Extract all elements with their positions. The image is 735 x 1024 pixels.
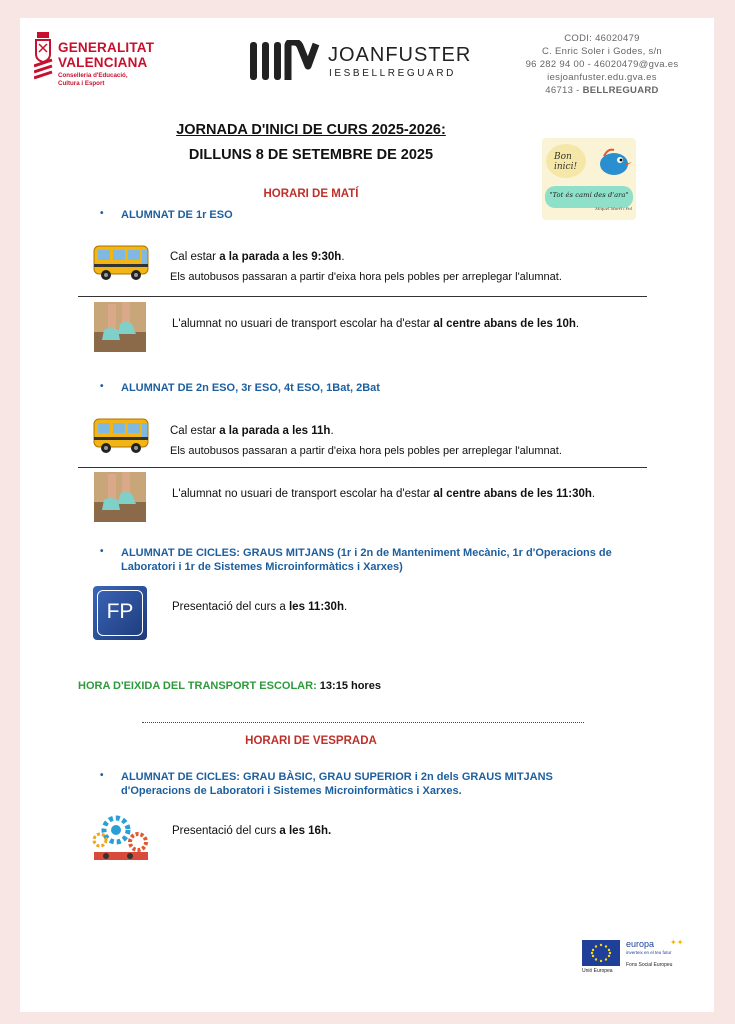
afternoon-label-line1: ALUMNAT DE CICLES: GRAU BÀSIC, GRAU SUPERIOR i 2n dels GRAUS MITJANS — [121, 771, 553, 783]
bullet-icon: • — [100, 208, 104, 219]
title-line2: DILLUNS 8 DE SETEMBRE DE 2025 — [188, 147, 434, 163]
fp-icon — [93, 586, 147, 640]
group3-label-line1: ALUMNAT DE CICLES: GRAUS MITJANS (1r i 2n de Manteniment Mecànic, 1r d'Operacions de — [121, 547, 612, 559]
eu-footer-logo — [582, 938, 692, 978]
generalitat-emblem-icon — [34, 32, 56, 82]
text-bold: al centre abans de les 10h — [433, 318, 576, 330]
text-part: Presentació del curs — [172, 825, 280, 837]
contact-city: BELLREGUARD — [582, 85, 659, 96]
gears-icon — [90, 810, 152, 864]
generalitat-logo — [34, 32, 164, 92]
jf-sub: IESBELLREGUARD — [329, 68, 456, 79]
joanfuster-logo — [248, 40, 472, 84]
morning-heading: HORARI DE MATÍ — [263, 188, 359, 200]
group3-label — [121, 546, 701, 574]
text-part: L'alumnat no usuari de transport escolar ha d'estar — [172, 318, 434, 330]
transport-label: HORA D'EIXIDA DEL TRANSPORT ESCOLAR — [78, 680, 314, 692]
text-part: . — [343, 601, 348, 613]
contact-web: iesjoanfuster.edu.gva.es — [547, 72, 657, 83]
contact-block — [508, 32, 696, 97]
group2-walk-line — [172, 488, 595, 500]
bon-inici-badge — [542, 138, 636, 220]
text-bold: a la parada a les 9:30h — [219, 251, 342, 263]
eu-slogan: inverteix en el teu futur — [626, 950, 672, 955]
bird-icon — [596, 148, 632, 178]
title-line1: JORNADA D'INICI DE CURS 2025-2026: — [176, 122, 446, 138]
running-shoes-icon — [94, 472, 146, 522]
gv-line2: VALENCIANA — [58, 55, 148, 70]
transport-colon: : — [313, 680, 320, 692]
contact-phone-email: 96 282 94 00 - 46020479@gva.es — [525, 59, 679, 70]
bullet-icon: • — [100, 770, 104, 781]
contact-code: CODI: 46020479 — [564, 33, 640, 44]
group1-bus-line2: Els autobusos passaran a partir d'eixa hora pels pobles per arreplegar l'alumnat. — [170, 271, 562, 283]
transport-value: 13:15 hores — [319, 680, 381, 692]
fp-icon-text: FP — [106, 600, 134, 623]
bus-icon — [92, 242, 150, 282]
afternoon-presentation — [172, 825, 331, 837]
text-bold: a les 16h. — [279, 825, 332, 837]
group2-bus-line2: Els autobusos passaran a partir d'eixa hora pels pobles per arreplegar l'alumnat. — [170, 445, 562, 457]
section-separator — [142, 722, 584, 723]
eu-europa: europa — [626, 939, 655, 949]
group3-presentation — [172, 601, 347, 613]
contact-city-line — [508, 84, 696, 97]
running-shoes-icon — [94, 302, 146, 352]
text-part: Cal estar — [170, 425, 220, 437]
afternoon-heading: HORARI DE VESPRADA — [245, 735, 377, 747]
gv-sub1: Conselleria d'Educació, — [58, 72, 128, 79]
text-part: . — [591, 488, 596, 500]
text-part: . — [330, 425, 334, 437]
text-part: Cal estar — [170, 251, 220, 263]
divider — [78, 296, 647, 297]
jf-name: JOANFUSTER — [328, 44, 472, 66]
bullet-icon: • — [100, 546, 104, 557]
text-bold: al centre abans de les 11:30h — [433, 488, 592, 500]
badge-line1: Bon — [554, 152, 572, 162]
group1-walk-line — [172, 318, 579, 330]
text-part: . — [341, 251, 345, 263]
badge-text — [554, 152, 577, 172]
text-bold: a la parada a les 11h — [219, 425, 331, 437]
group2-bus-line1 — [170, 425, 334, 437]
badge-line2: inici! — [554, 162, 578, 172]
gv-sub2: Cultura i Esport — [58, 80, 105, 87]
contact-address: C. Enric Soler i Godes, s/n — [541, 46, 663, 57]
group3-label-line2: Laboratori i 1r de Sistemes Microinformàtics i Xarxes) — [121, 561, 403, 573]
group2-label: ALUMNAT DE 2n ESO, 3r ESO, 4t ESO, 1Bat, 2Bat — [121, 382, 380, 394]
text-part: Presentació del curs a — [172, 601, 289, 613]
bus-icon — [92, 415, 150, 455]
group1-label: ALUMNAT DE 1r ESO — [121, 209, 233, 221]
text-part: L'alumnat no usuari de transport escolar ha d'estar — [172, 488, 434, 500]
text-bold: les 11:30h — [288, 601, 344, 613]
jf-emblem-icon — [248, 40, 322, 82]
document-page — [20, 18, 714, 1012]
badge-credit: Miquel Martí i Pol — [595, 206, 632, 211]
group1-bus-line1 — [170, 251, 345, 263]
stars-icon: ✦✦ — [670, 938, 684, 947]
gv-line1: GENERALITAT — [58, 40, 155, 55]
bullet-icon: • — [100, 381, 104, 392]
afternoon-label — [121, 770, 701, 798]
eu-union: Unió Europea — [582, 968, 613, 974]
transport-line — [78, 680, 381, 692]
text-part: . — [575, 318, 580, 330]
eu-flag-icon — [582, 940, 620, 966]
eu-fund: Fons Social Europeu — [626, 962, 673, 968]
divider — [78, 467, 647, 468]
badge-quote: "Tot és camí des d'ara" — [549, 191, 629, 199]
contact-postcode: 46713 - — [545, 85, 583, 96]
afternoon-label-line2: d'Operacions de Laboratori i Sistemes Microinformàtics i Xarxes. — [121, 785, 462, 797]
